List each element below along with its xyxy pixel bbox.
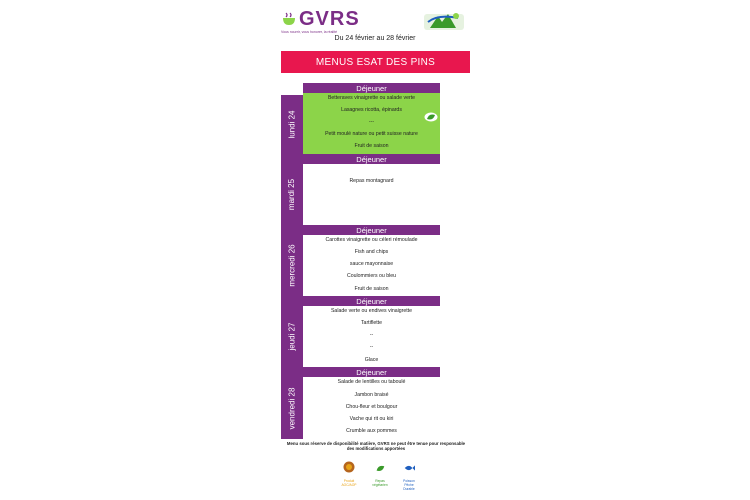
- legend-vegetarian: Repas végétarien: [365, 460, 395, 487]
- aoc-seal-icon: [343, 461, 355, 473]
- partner-logo-icon: [422, 8, 466, 34]
- leaf-icon: [374, 463, 386, 473]
- menu-dates: Du 24 février au 28 février: [334, 35, 416, 42]
- legend-aoc: Produit AOC/AOP: [334, 460, 364, 487]
- day-label-thursday: jeudi 27: [287, 322, 297, 351]
- brand-name: GVRS: [299, 8, 360, 30]
- day-label-tuesday: mardi 25: [287, 178, 297, 211]
- meal-header-wednesday: Déjeuner: [303, 225, 440, 235]
- dish-item: sauce mayonnaise: [349, 261, 394, 267]
- dish-item: Petit moulé nature ou petit suisse nature: [325, 131, 418, 137]
- dish-item: Crumble aux pommes: [346, 428, 397, 434]
- cup-icon: [281, 12, 297, 26]
- menu-title: MENUS ESAT DES PINS: [281, 51, 470, 73]
- dish-item: Lasagnes ricotta, épinards: [341, 107, 402, 113]
- dish-item: Repas montagnard: [349, 178, 394, 184]
- gvrs-logo: [281, 8, 371, 34]
- dish-item: Salade de lentilles ou taboulé: [337, 379, 406, 385]
- dish-item: Chou-fleur et boulgour: [345, 404, 398, 410]
- dish-item: Tartiflette: [360, 320, 383, 326]
- meal-header-thursday: Déjeuner: [303, 296, 440, 306]
- dish-item: Vache qui rit ou kiri: [349, 416, 394, 422]
- meal-header-monday: Déjeuner: [303, 83, 440, 93]
- fish-icon: [403, 463, 415, 473]
- dish-item: Glace: [364, 357, 379, 363]
- day-label-monday: lundi 24: [287, 110, 297, 139]
- dish-item: --: [369, 344, 374, 350]
- dish-item: ---: [368, 119, 375, 125]
- vegetarian-leaf-icon: [424, 112, 438, 122]
- dish-item: Betteraves vinaigrette ou salade verte: [327, 95, 416, 101]
- brand-tagline: Vous nourrir, vous honorer, la réalité: [281, 30, 338, 34]
- dish-item: Salade verte ou endives vinaigrette: [330, 308, 413, 314]
- dish-item: Coulommiers ou bleu: [346, 273, 396, 279]
- meal-header-tuesday: Déjeuner: [303, 154, 440, 164]
- dish-item: Fruit de saison: [354, 286, 389, 292]
- day-label-friday: vendredi 28: [287, 387, 297, 429]
- meal-header-friday: Déjeuner: [303, 367, 440, 377]
- disclaimer: Menu sous réserve de disponibilité matière, GVRS ne peut être tenue pour responsable des modifications apportées: [286, 441, 466, 451]
- dish-item: Fish and chips: [354, 249, 389, 255]
- dish-item: Carottes vinaigrette ou céleri rémoulade: [325, 237, 418, 243]
- dish-item: Fruit de saison: [354, 143, 389, 149]
- day-label-wednesday: mercredi 26: [287, 244, 297, 287]
- legend-fish: Poisson Pêche Durable: [394, 460, 424, 491]
- dish-item: --: [369, 332, 374, 338]
- dish-item: Jambon braisé: [354, 392, 389, 398]
